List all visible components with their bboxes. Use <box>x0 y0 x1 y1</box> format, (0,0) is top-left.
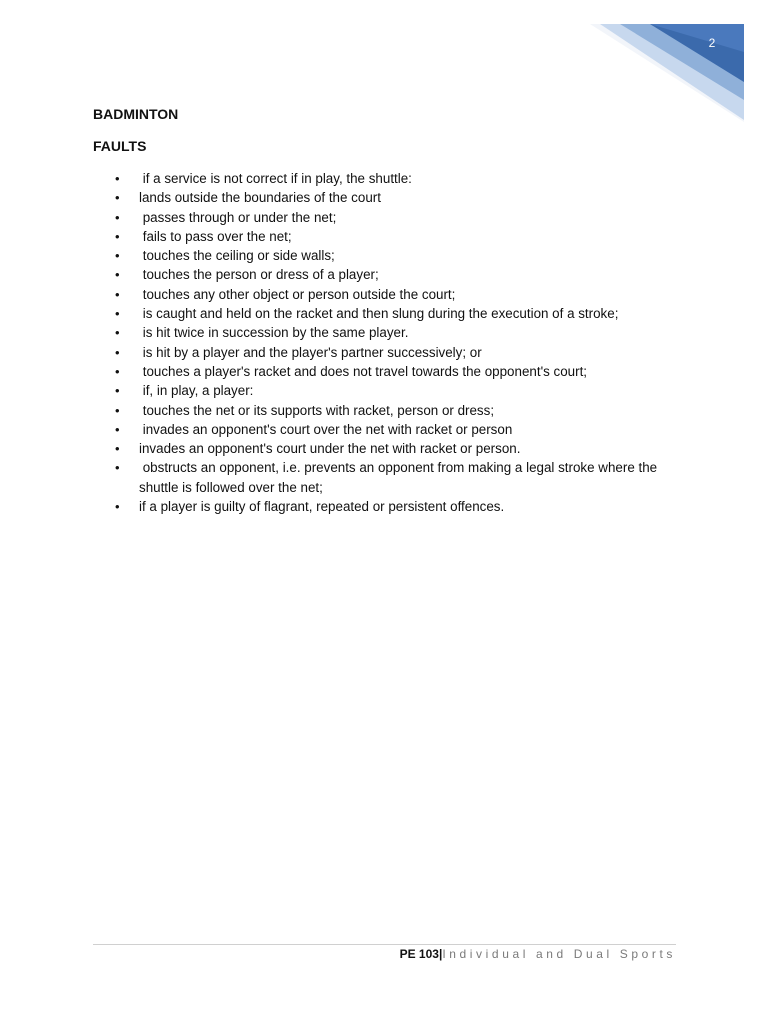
bullet-icon: • <box>115 286 120 302</box>
list-item-text: touches the net or its supports with racket, person or dress; <box>139 402 495 418</box>
list-item <box>93 169 683 188</box>
list-item-text: invades an opponent's court over the net with racket or person <box>139 421 513 437</box>
list-item-text: if, in play, a player: <box>139 383 254 399</box>
bullet-icon: • <box>115 402 120 418</box>
bullet-icon: • <box>115 209 120 225</box>
bullet-icon: • <box>115 248 120 264</box>
page-number: 2 <box>708 36 716 50</box>
list-item-text: touches the person or dress of a player; <box>139 267 379 283</box>
list-item <box>93 381 683 400</box>
list-item-text: fails to pass over the net; <box>139 228 292 244</box>
list-item-text: passes through or under the net; <box>139 209 337 225</box>
document-title: BADMINTON <box>93 106 179 122</box>
list-item-text: obstructs an opponent, i.e. prevents an opponent from making a legal stroke where the shuttle is followed over the net; <box>139 460 661 495</box>
bullet-icon: • <box>115 421 120 437</box>
list-item <box>93 246 683 265</box>
bullet-icon: • <box>115 171 120 186</box>
footer-course-code: PE 103 <box>399 947 439 961</box>
bullet-icon: • <box>115 499 120 515</box>
bullet-icon: • <box>115 460 120 476</box>
list-item <box>93 401 683 420</box>
page-footer <box>400 947 676 961</box>
bullet-icon: • <box>115 383 120 399</box>
list-item-text: if a service is not correct if in play, the shuttle: <box>139 171 412 186</box>
list-item-text: is hit twice in succession by the same player. <box>139 325 409 341</box>
list-item-text: is hit by a player and the player's partner successively; or <box>139 344 482 360</box>
bullet-icon: • <box>115 363 120 379</box>
footer-divider <box>93 944 676 945</box>
list-item <box>93 208 683 227</box>
faults-list <box>93 169 683 516</box>
list-item-text: touches a player's racket and does not travel towards the opponent's court; <box>139 363 588 379</box>
list-item-text: lands outside the boundaries of the court <box>139 190 381 206</box>
list-item <box>93 265 683 284</box>
section-heading: FAULTS <box>93 138 147 154</box>
list-item <box>93 304 683 323</box>
list-item-text: if a player is guilty of flagrant, repeated or persistent offences. <box>139 499 505 515</box>
list-item-text: invades an opponent's court under the net with racket or person. <box>139 441 521 457</box>
list-item <box>93 497 683 516</box>
list-item <box>93 439 683 458</box>
list-item <box>93 285 683 304</box>
bullet-icon: • <box>115 267 120 283</box>
list-item <box>93 343 683 362</box>
list-item <box>93 323 683 342</box>
footer-course-name: Individual and Dual Sports <box>442 947 676 961</box>
list-item <box>93 420 683 439</box>
list-item <box>93 188 683 207</box>
bullet-icon: • <box>115 190 120 206</box>
footer-separator: | <box>438 947 443 961</box>
bullet-icon: • <box>115 325 120 341</box>
list-item-text: touches the ceiling or side walls; <box>139 248 335 264</box>
list-item-text: touches any other object or person outside the court; <box>139 286 456 302</box>
list-item <box>93 458 683 497</box>
bullet-icon: • <box>115 441 120 457</box>
list-item-text: is caught and held on the racket and then slung during the execution of a stroke; <box>139 306 619 322</box>
list-item <box>93 227 683 246</box>
bullet-icon: • <box>115 306 120 322</box>
list-item <box>93 362 683 381</box>
bullet-icon: • <box>115 344 120 360</box>
bullet-icon: • <box>115 228 120 244</box>
